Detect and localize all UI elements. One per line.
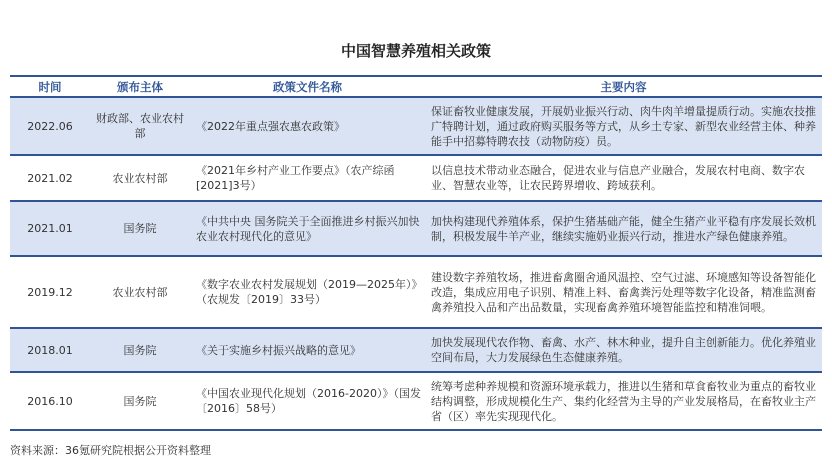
header-date: 时间 xyxy=(10,76,90,97)
header-policy: 政策文件名称 xyxy=(190,76,425,97)
table-header-row xyxy=(10,76,822,97)
header-content: 主要内容 xyxy=(425,76,822,97)
row-policy: 《关于实施乡村振兴战略的意见》 xyxy=(190,328,425,372)
policy-table xyxy=(10,75,822,431)
table-row xyxy=(10,328,822,372)
row-issuer: 财政部、农业农村部 xyxy=(90,97,190,155)
row-date: 2018.01 xyxy=(10,328,90,372)
row-date: 2021.01 xyxy=(10,201,90,256)
row-content: 加快构建现代养殖体系，保护生猪基础产能，健全生猪产业平稳有序发展长效机制，积极发展牛羊产业，继续实施奶业振兴行动，推进水产绿色健康养殖。 xyxy=(425,201,822,256)
row-policy: 《2022年重点强农惠农政策》 xyxy=(190,97,425,155)
row-content: 以信息技术带动业态融合，促进农业与信息产业融合，发展农村电商、数字农业、智慧农业等，让农民跨界增收、跨域获利。 xyxy=(425,155,822,201)
row-issuer: 国务院 xyxy=(90,372,190,430)
table-row xyxy=(10,372,822,430)
row-date: 2016.10 xyxy=(10,372,90,430)
row-policy: 《中共中央 国务院关于全面推进乡村振兴加快农业农村现代化的意见》 xyxy=(190,201,425,256)
row-content: 保证畜牧业健康发展，开展奶业振兴行动、肉牛肉羊增量提质行动。实施农技推广特聘计划，通过政府购买服务等方式，从乡土专家、新型农业经营主体、种养能手中招募特聘农技（动物防疫）员。 xyxy=(425,97,822,155)
table-row xyxy=(10,201,822,256)
header-issuer: 颁布主体 xyxy=(90,76,190,97)
row-content: 建设数字养殖牧场，推进畜禽圈舍通风温控、空气过滤、环境感知等设备智能化改造，集成应用电子识别、精准上料、畜禽粪污处理等数字化设备，精准监测畜禽养殖投入品和产出品数量，实现畜禽养殖环境智能监控和精准饲喂。 xyxy=(425,256,822,328)
row-issuer: 农业农村部 xyxy=(90,155,190,201)
row-date: 2021.02 xyxy=(10,155,90,201)
source-note: 资料来源：36氪研究院根据公开资料整理 xyxy=(10,444,211,457)
row-policy: 《数字农业农村发展规划（2019—2025年）》（农规发〔2019〕33号） xyxy=(190,256,425,328)
table-row xyxy=(10,256,822,328)
table-row xyxy=(10,97,822,155)
row-issuer: 农业农村部 xyxy=(90,256,190,328)
row-policy: 《中国农业现代化规划（2016-2020）》（国发〔2016〕58号） xyxy=(190,372,425,430)
page-title: 中国智慧养殖相关政策 xyxy=(340,42,491,60)
row-issuer: 国务院 xyxy=(90,201,190,256)
row-policy: 《2021年乡村产业工作要点》（农产综函[2021]3号） xyxy=(190,155,425,201)
row-date: 2022.06 xyxy=(10,97,90,155)
row-date: 2019.12 xyxy=(10,256,90,328)
row-issuer: 国务院 xyxy=(90,328,190,372)
row-content: 加快发展现代农作物、畜禽、水产、林木种业，提升自主创新能力。优化养殖业空间布局，大力发展绿色生态健康养殖。 xyxy=(425,328,822,372)
row-content: 统筹考虑种养规模和资源环境承载力，推进以生猪和草食畜牧业为重点的畜牧业结构调整，形成规模化生产、集约化经营为主导的产业发展格局，在畜牧业主产省（区）率先实现现代化。 xyxy=(425,372,822,430)
table-row xyxy=(10,155,822,201)
